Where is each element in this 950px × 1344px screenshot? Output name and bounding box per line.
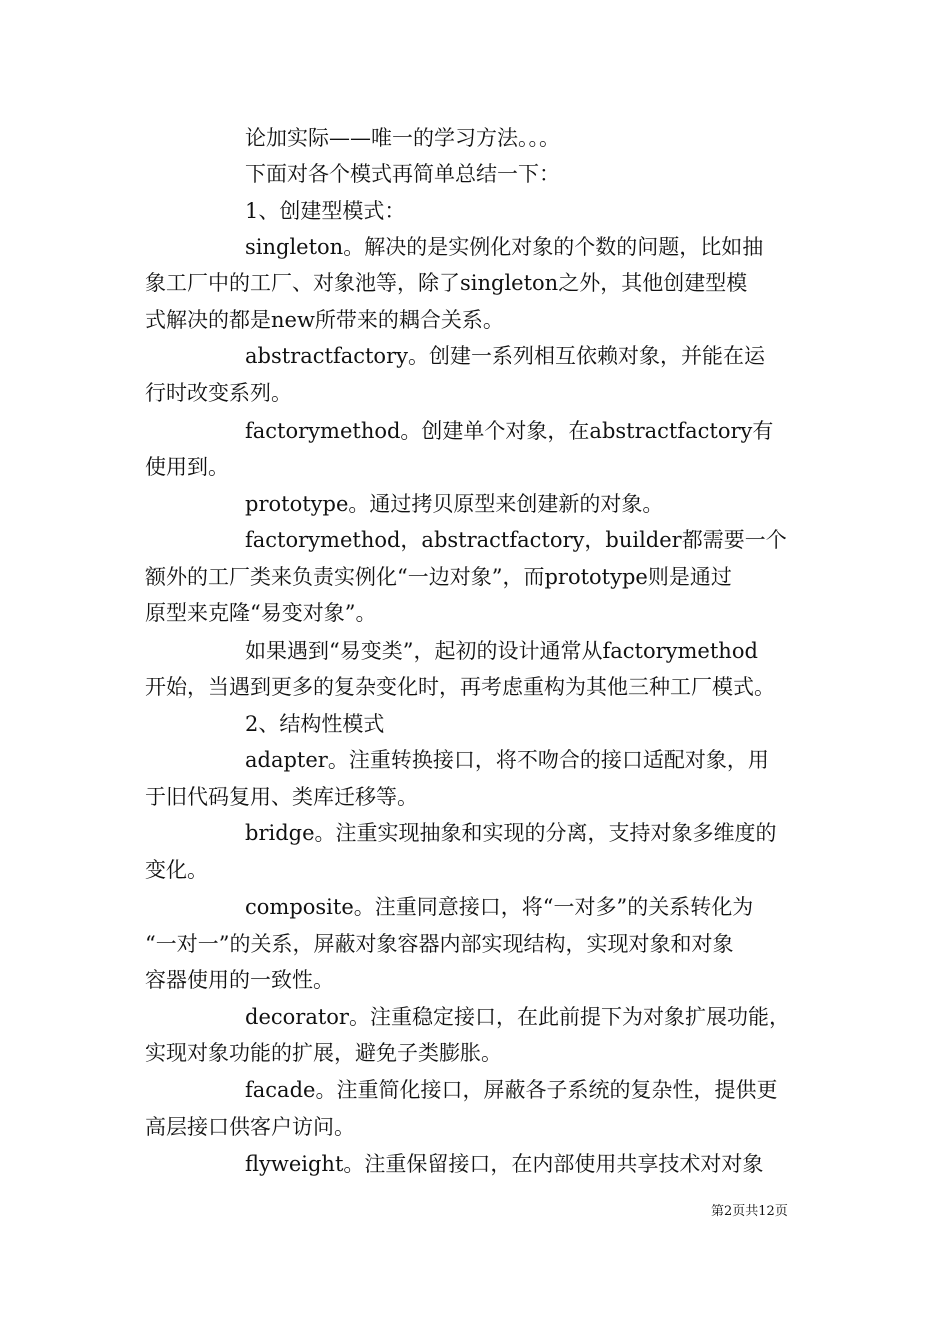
text-line: adapter。注重转换接口，将不吻合的接口适配对象，用	[245, 748, 769, 772]
text-line: 行时改变系列。	[145, 381, 292, 405]
page-number: 第2页共12页	[711, 1204, 788, 1219]
text-line: composite。注重同意接口，将“一对多”的关系转化为	[245, 895, 754, 919]
text-line: 高层接口供客户访问。	[145, 1115, 355, 1139]
text-line: 如果遇到“易变类”，起初的设计通常从factorymethod	[245, 639, 758, 663]
text-line: 于旧代码复用、类库迁移等。	[145, 785, 418, 809]
text-line: 论加实际——唯一的学习方法。。。	[245, 126, 560, 150]
text-line: 容器使用的一致性。	[145, 968, 334, 992]
text-line: 使用到。	[145, 455, 229, 479]
text-line: 式解决的都是new所带来的耦合关系。	[145, 308, 504, 332]
text-line: prototype。通过拷贝原型来创建新的对象。	[245, 492, 664, 516]
text-line: factorymethod，abstractfactory，builder都需要一个	[245, 528, 787, 552]
section-heading: 1、创建型模式：	[245, 199, 406, 223]
text-line: facade。注重简化接口，屏蔽各子系统的复杂性，提供更	[245, 1078, 778, 1102]
text-line: 原型来克隆“易变对象”。	[145, 601, 377, 625]
text-line: decorator。注重稳定接口，在此前提下为对象扩展功能，	[245, 1005, 790, 1029]
text-line: “一对一”的关系，屏蔽对象容器内部实现结构，实现对象和对象	[145, 932, 734, 956]
text-line: bridge。注重实现抽象和实现的分离，支持对象多维度的	[245, 821, 777, 845]
text-line: abstractfactory。创建一系列相互依赖对象，并能在运	[245, 344, 765, 368]
text-line: 开始，当遇到更多的复杂变化时，再考虑重构为其他三种工厂模式。	[145, 675, 775, 699]
section-heading: 2、结构性模式	[245, 712, 385, 736]
text-line: 实现对象功能的扩展，避免子类膨胀。	[145, 1041, 502, 1065]
text-line: 变化。	[145, 858, 208, 882]
text-line: singleton。解决的是实例化对象的个数的问题，比如抽	[245, 235, 764, 259]
text-line: factorymethod。创建单个对象，在abstractfactory有	[245, 419, 774, 443]
text-line: flyweight。注重保留接口，在内部使用共享技术对对象	[245, 1152, 764, 1176]
text-line: 额外的工厂类来负责实例化“一边对象”，而prototype则是通过	[145, 565, 732, 589]
text-line: 下面对各个模式再简单总结一下：	[245, 162, 560, 186]
text-line: 象工厂中的工厂、对象池等，除了singleton之外，其他创建型模	[145, 271, 748, 295]
